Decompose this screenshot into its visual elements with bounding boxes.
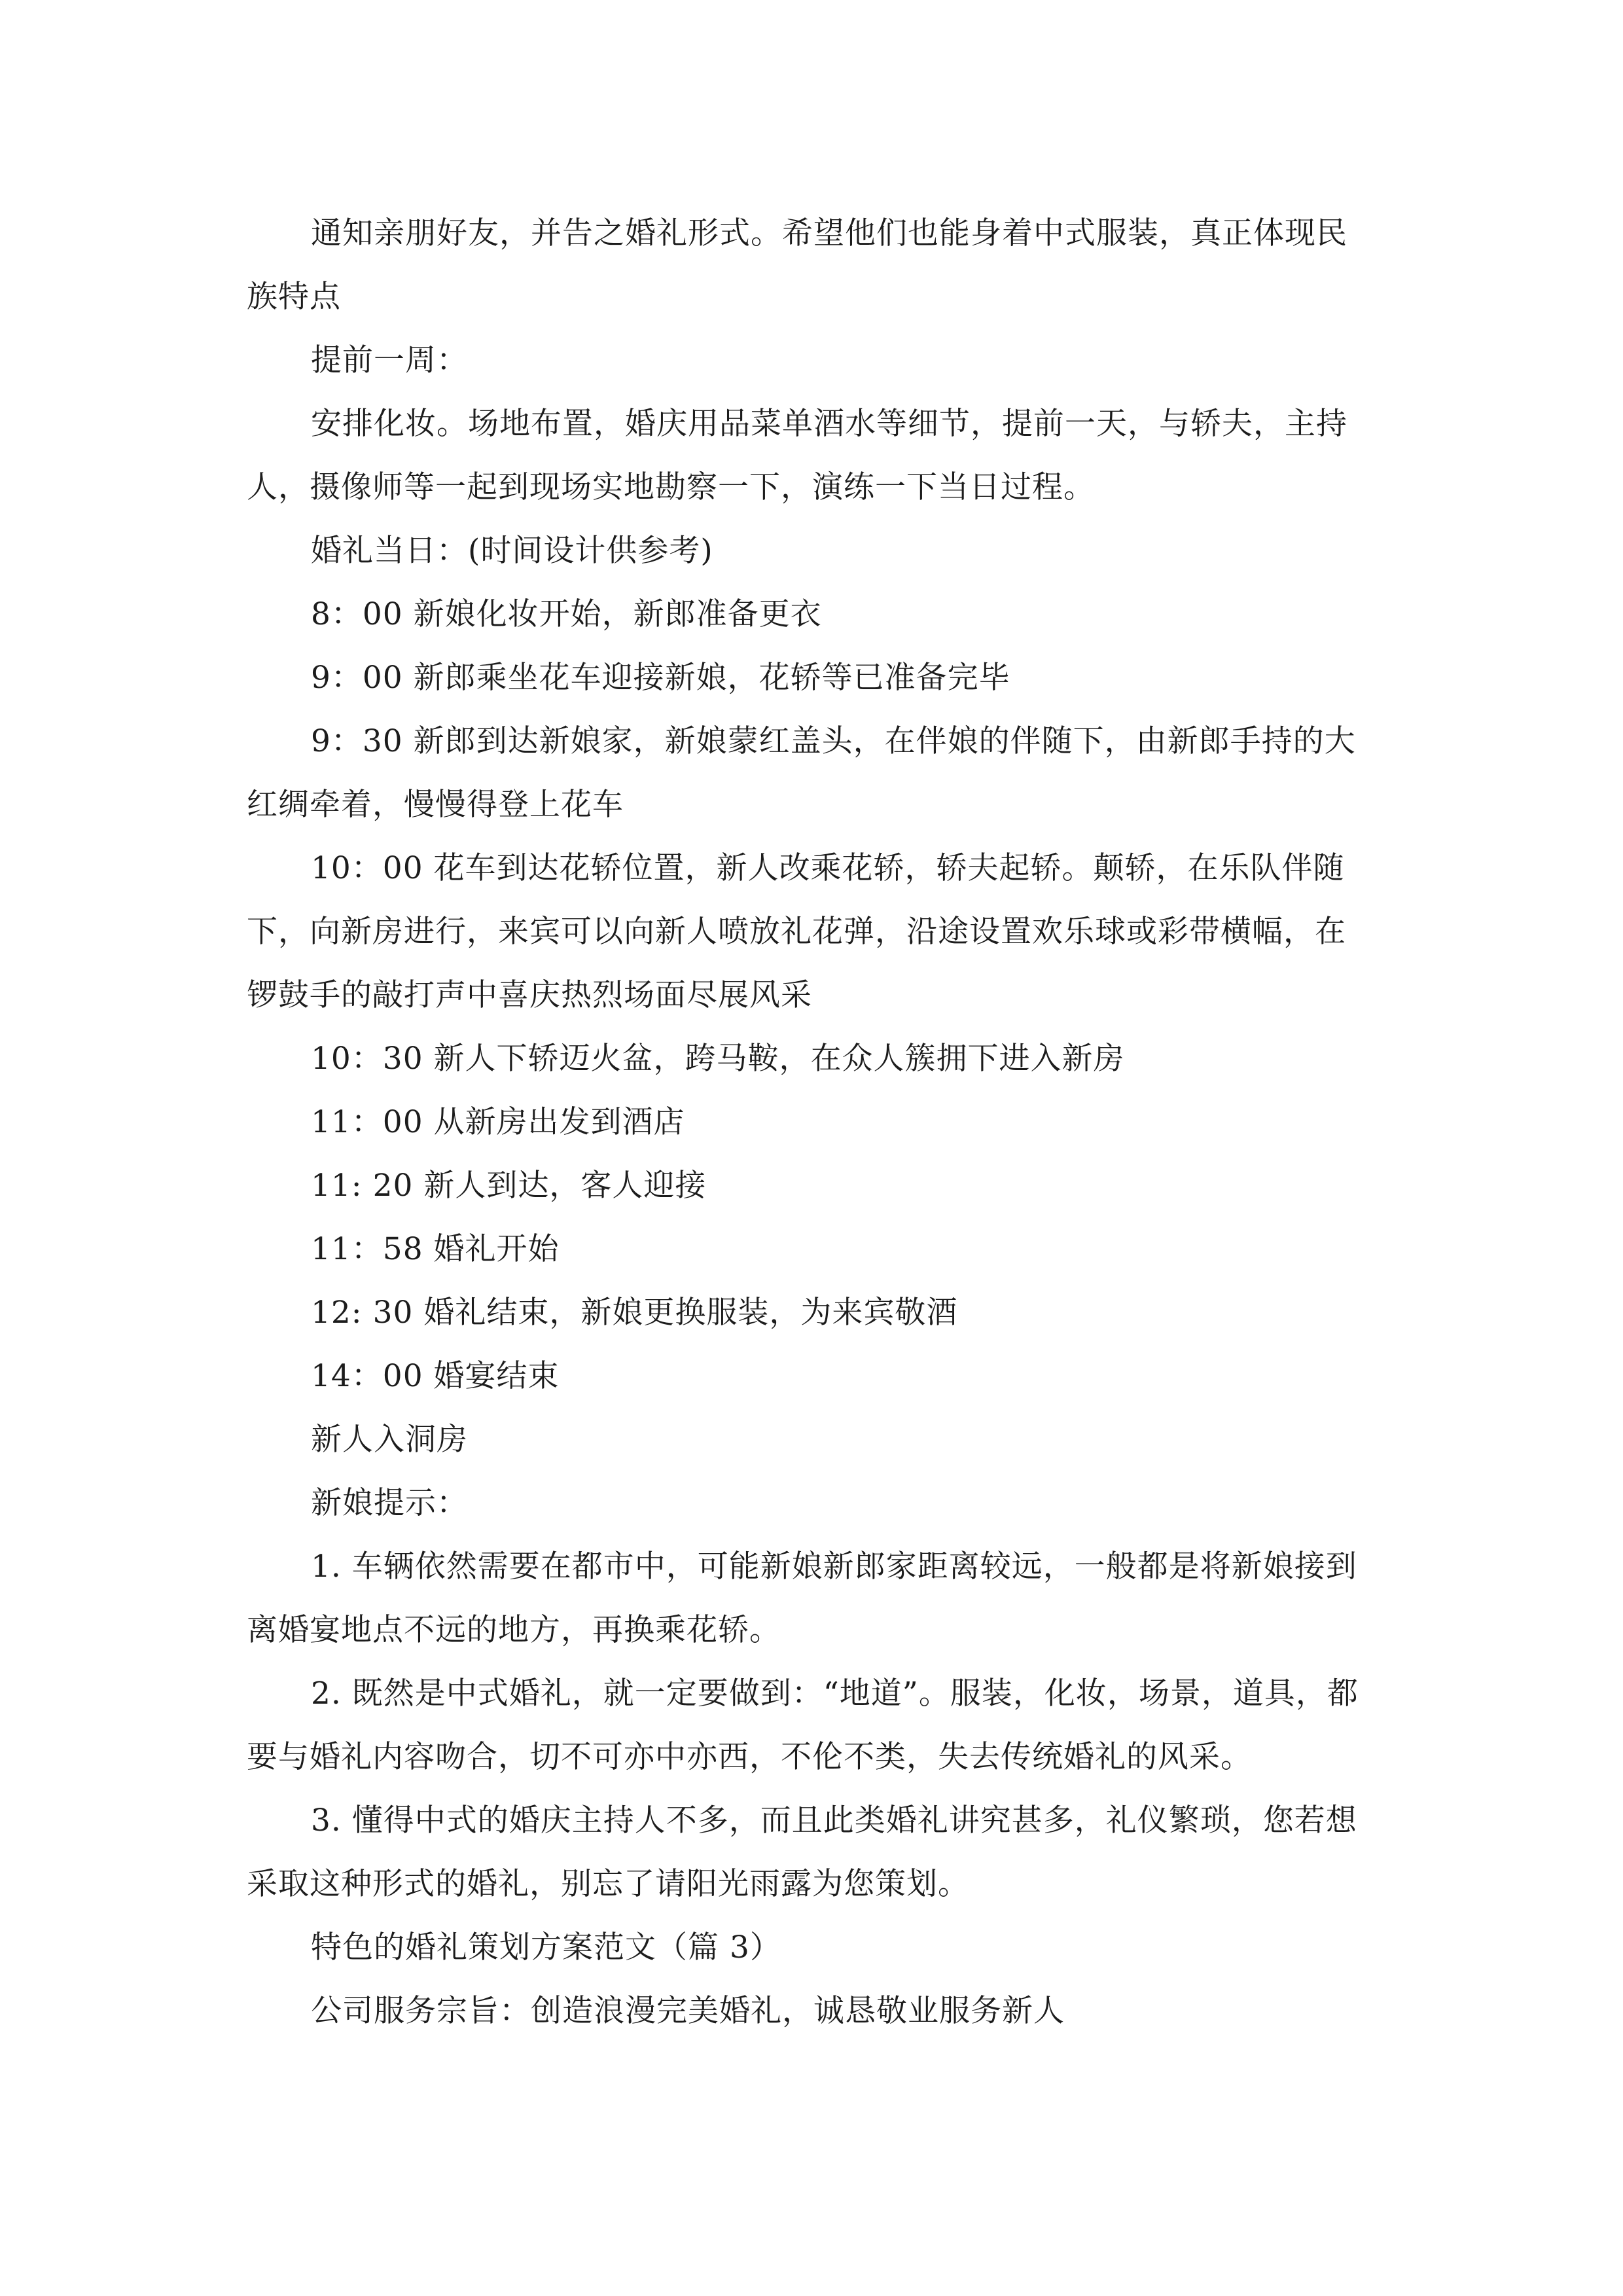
tip-item-1: 1. 车辆依然需要在都市中，可能新娘新郎家距离较远，一般都是将新娘接到离婚宴地点不远的地方，再换乘花轿。 — [247, 1549, 1357, 1648]
paragraph-bridal-chamber: 新人入洞房 — [311, 1422, 468, 1458]
schedule-item-1100: 11：00 从新房出发到酒店 — [311, 1104, 685, 1140]
paragraph-notify-guests: 通知亲朋好友，并告之婚礼形式。希望他们也能身着中式服装，真正体现民族特点 — [247, 215, 1347, 315]
paragraph-wedding-day: 婚礼当日：(时间设计供参考) — [311, 533, 713, 569]
schedule-item-1158: 11：58 婚礼开始 — [311, 1231, 560, 1267]
schedule-item-1230: 12: 30 婚礼结束，新娘更换服装，为来宾敬酒 — [311, 1295, 958, 1331]
schedule-item-0900: 9：00 新郎乘坐花车迎接新娘，花轿等已准备完毕 — [311, 660, 1010, 696]
paragraph-bride-tips-heading: 新娘提示： — [311, 1485, 468, 1521]
tip-item-3: 3. 懂得中式的婚庆主持人不多，而且此类婚礼讲究甚多，礼仪繁琐，您若想采取这种形式的婚礼，别忘了请阳光雨露为您策划。 — [247, 1803, 1357, 1902]
paragraph-arrangements: 安排化妆。场地布置，婚庆用品菜单酒水等细节，提前一天，与轿夫，主持人，摄像师等一起到现场实地勘察一下，演练一下当日过程。 — [247, 406, 1347, 505]
schedule-item-1000: 10：00 花车到达花轿位置，新人改乘花轿，轿夫起轿。颠轿，在乐队伴随下，向新房进行，来宾可以向新人喷放礼花弹，沿途设置欢乐球或彩带横幅，在锣鼓手的敲打声中喜庆热烈场面尽展风采 — [247, 850, 1346, 1013]
schedule-item-0930: 9：30 新郎到达新娘家，新娘蒙红盖头，在伴娘的伴随下，由新郎手持的大红绸牵着，慢慢得登上花车 — [247, 723, 1356, 823]
paragraph-one-week-before: 提前一周： — [311, 342, 468, 378]
document-body — [247, 202, 1376, 2043]
tip-item-2: 2. 既然是中式婚礼，就一定要做到：“地道”。服装，化妆，场景，道具，都要与婚礼内容吻合，切不可亦中亦西，不伦不类，失去传统婚礼的风采。 — [247, 1676, 1359, 1775]
schedule-item-1400: 14：00 婚宴结束 — [311, 1358, 560, 1394]
section-title-part-3: 特色的婚礼策划方案范文（篇 3） — [311, 1929, 781, 1965]
schedule-item-1030: 10：30 新人下轿迈火盆，跨马鞍，在众人簇拥下进入新房 — [311, 1041, 1125, 1077]
schedule-item-1120: 11: 20 新人到达，客人迎接 — [311, 1168, 707, 1204]
paragraph-company-purpose: 公司服务宗旨：创造浪漫完美婚礼，诚恳敬业服务新人 — [311, 1993, 1065, 2029]
schedule-item-0800: 8：00 新娘化妆开始，新郎准备更衣 — [311, 596, 822, 632]
